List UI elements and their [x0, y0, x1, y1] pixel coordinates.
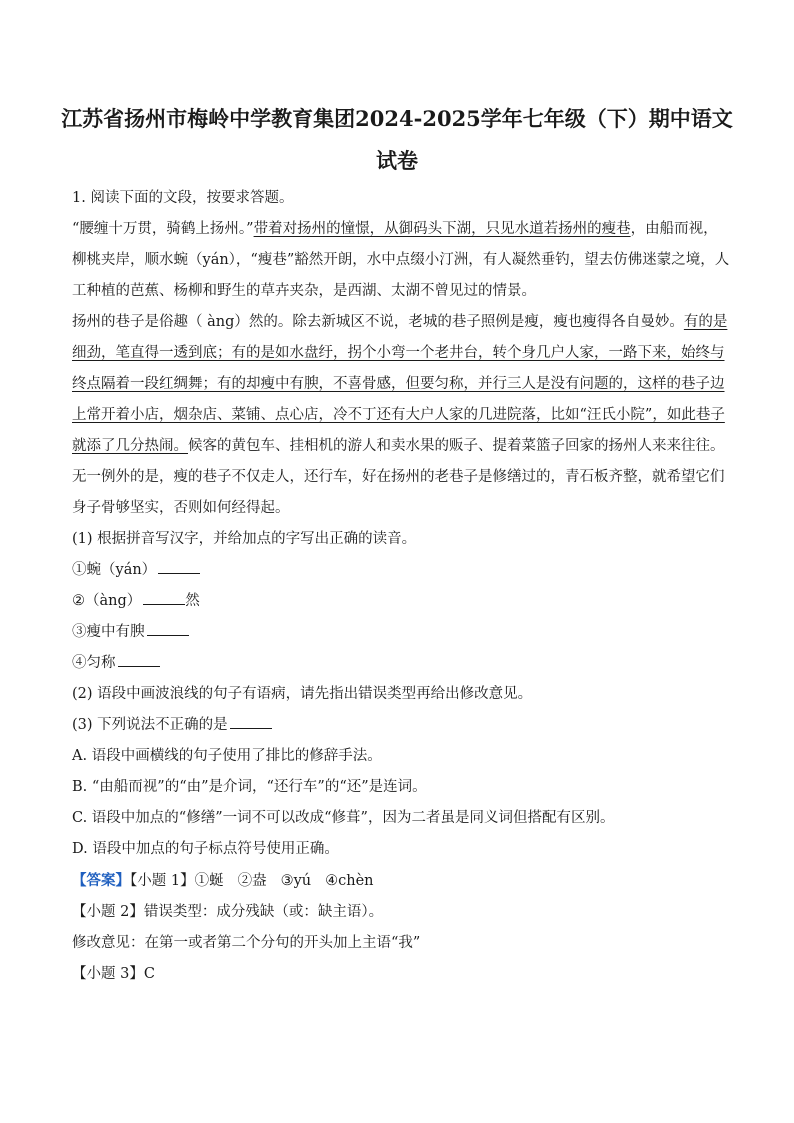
- answer-line-2-fix: 修改意见：在第一或者第二个分句的开头加上主语“我”: [72, 935, 421, 951]
- option-b: B. “由船而视”的“由”是介词，“还行车”的“还”是连词。: [72, 779, 427, 795]
- answer-tag: 【答案】: [72, 872, 130, 889]
- passage-p1-rest: ，由船而视，柳桃夹岸，顺水蜿（yán），“瘦巷”豁然开朗，水中点缀小汀洲，有人凝然垂钓，望去仿佛迷蒙之境，人工种植的芭蕉、杨柳和野生的草卉夹杂，是西湖、太湖不曾见过的情景。: [72, 221, 730, 299]
- sub-question-2: (2) 语段中画波浪线的句子有语病，请先指出错误类型再给出修改意见。: [72, 686, 533, 702]
- option-d: D. 语段中加点的句子标点符号使用正确。: [72, 841, 339, 857]
- answer-blank[interactable]: [118, 652, 160, 667]
- passage-p1-quote: “腰缠十万贯，骑鹤上扬州。”: [72, 221, 254, 237]
- option-c: C. 语段中加点的“修缮”一词不可以改成“修葺”，因为二者虽是同义词但搭配有区别。: [72, 810, 615, 826]
- answer-blank[interactable]: [158, 559, 200, 574]
- title-line-1: 江苏省扬州市梅岭中学教育集团2024-2025学年七年级（下）期中语文: [61, 106, 733, 131]
- document-body: [72, 183, 732, 990]
- passage-paragraph-2: [72, 307, 732, 524]
- passage-paragraph-1: [72, 214, 732, 307]
- answer-blank[interactable]: [143, 590, 185, 605]
- question-stem: 1. 阅读下面的文段，按要求答题。: [72, 190, 294, 206]
- answer-blank[interactable]: [147, 621, 189, 636]
- passage-p2-underlined-rest: 并行三人是没有问题的，这样的巷子边上常开着小店，烟杂店、菜铺、点心店，冷不丁还有大户人家的几进院落，比如“汪氏小院”，如此巷子就添了几分热闹。: [72, 376, 725, 454]
- answer-line-2: 【小题 2】错误类型：成分残缺（或：缺主语）。: [72, 904, 384, 920]
- answer-line-3: 【小题 3】C: [72, 966, 155, 982]
- answer-s2-label: 【小题 2】: [72, 904, 144, 920]
- answer-s3-label: 【小题 3】: [72, 966, 144, 982]
- option-a: A. 语段中画横线的句子使用了排比的修辞手法。: [72, 748, 382, 764]
- title-line-2: 试卷: [376, 148, 418, 173]
- passage-p1-wavy-sentence: 带着对扬州的憧憬，从御码头下湖，只见水道若扬州的瘦巷: [253, 221, 631, 237]
- passage-p2-intro: 扬州的巷子是俗趣（ àng）然的。除去新城区不说，老城的巷子照例是瘦，瘦也瘦得各自曼妙。: [72, 314, 684, 330]
- item-1: ①蜿（yán）: [72, 555, 732, 586]
- answer-line-1: 【答案】【小题 1】①蜒 ②盎 ③yú ④chèn: [72, 872, 374, 889]
- item-2: ②（àng） 然: [72, 586, 732, 617]
- answer-s1-label: 【小题 1】: [130, 873, 195, 889]
- passage-p2-end: 候客的黄包车、挂相机的游人和卖水果的贩子、提着菜篮子回家的扬州人来来往往。无一例外的是，瘦的巷子不仅走人，还行车，好在扬州的老巷子是修缮过的，青石板齐整，就希望它们身子骨够坚实，否则如何经得起。: [72, 438, 725, 516]
- answer-blank[interactable]: [230, 714, 272, 729]
- document-title: [60, 98, 734, 182]
- passage-p2-underlined-parallel: 有的是细劲，笔直得一透到底；有的是如水盘纡，拐个小弯一个老井台，转个身几户人家，一路下来，始终与终点隔着一段红绸舞；有的却瘦中有腴，不喜骨感，但要匀称，: [72, 314, 728, 392]
- item-3: ③瘦中有腴: [72, 617, 732, 648]
- item-4: ④匀称: [72, 648, 732, 679]
- sub-question-3: (3) 下列说法不正确的是: [72, 710, 732, 741]
- sub-question-1: (1) 根据拼音写汉字，并给加点的字写出正确的读音。: [72, 531, 417, 547]
